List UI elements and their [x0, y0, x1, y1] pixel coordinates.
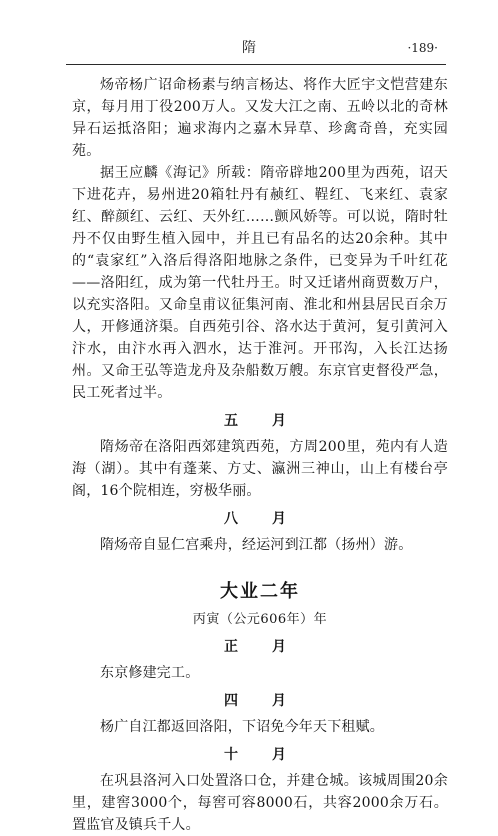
month-heading-october: 十 月: [224, 747, 296, 763]
month-heading-january: 正 月: [224, 639, 296, 655]
month-heading-august: 八 月: [224, 511, 296, 527]
header-rule: [66, 64, 446, 65]
paragraph-eastern-capital: 炀帝杨广诏命杨素与纳言杨达、将作大匠宇文恺营建东京，每月用丁役200万人。又发大江之南、五岭以北的奇林异石运抵洛阳；遍求海内之嘉木异草、珍禽奇兽，充实园苑。: [72, 77, 448, 159]
page-number: ·189·: [407, 41, 438, 55]
year-heading: 大业二年: [220, 581, 300, 602]
month-heading-april: 四 月: [224, 693, 296, 709]
paragraph-west-garden: 隋炀帝在洛阳西郊建筑西苑，方周200里，苑内有人造海（湖）。其中有蓬莱、方丈、瀛洲三神山，山上有楼台亭阁，16个院相连，穷极华丽。: [72, 439, 448, 499]
paragraph-jiangdu-trip: 隋炀帝自显仁宫乘舟，经运河到江都（扬州）游。: [100, 537, 413, 553]
page-body: [72, 74, 448, 836]
running-header-title: 隋: [242, 40, 256, 56]
paragraph-capital-completed: 东京修建完工。: [100, 665, 200, 681]
paragraph-return-luoyang: 杨广自江都返回洛阳，下诏免今年天下租赋。: [100, 719, 384, 735]
paragraph-peony-history: 据王应麟《海记》所载：隋帝辟地200里为西苑，诏天下进花卉，易州进20箱牡丹有赪红、鞓红、飞来红、袁家红、醉颜红、云红、天外红……颤风娇等。可以说，隋时牡丹不仅由野生植入园中，并且已有品名的达20余种。其中的“袁家红”入洛后得洛阳地脉之条件，已变异为千叶红花——洛阳红，成为第一代牡丹王。时又迁诸州商贾数万户，以充实洛阳。又命皇甫议征集河南、淮北和州县居民百余万人，开修通济渠。自西苑引谷、洛水达于黄河，复引黄河入汴水，由汴水再入泗水，达于淮河。开邗沟，入长江达扬州。又命王弘等造龙舟及杂船数万艘。东京官吏督役严急，民工死者过半。: [72, 165, 448, 401]
month-heading-may: 五 月: [224, 413, 296, 429]
paragraph-luokou-granary: 在巩县洛河入口处置洛口仓，并建仓城。该城周围20余里，建窖3000个，每窖可容8000石，共容2000余万石。置监官及镇兵千人。: [72, 773, 448, 833]
year-subheading: 丙寅（公元606年）年: [192, 612, 328, 627]
